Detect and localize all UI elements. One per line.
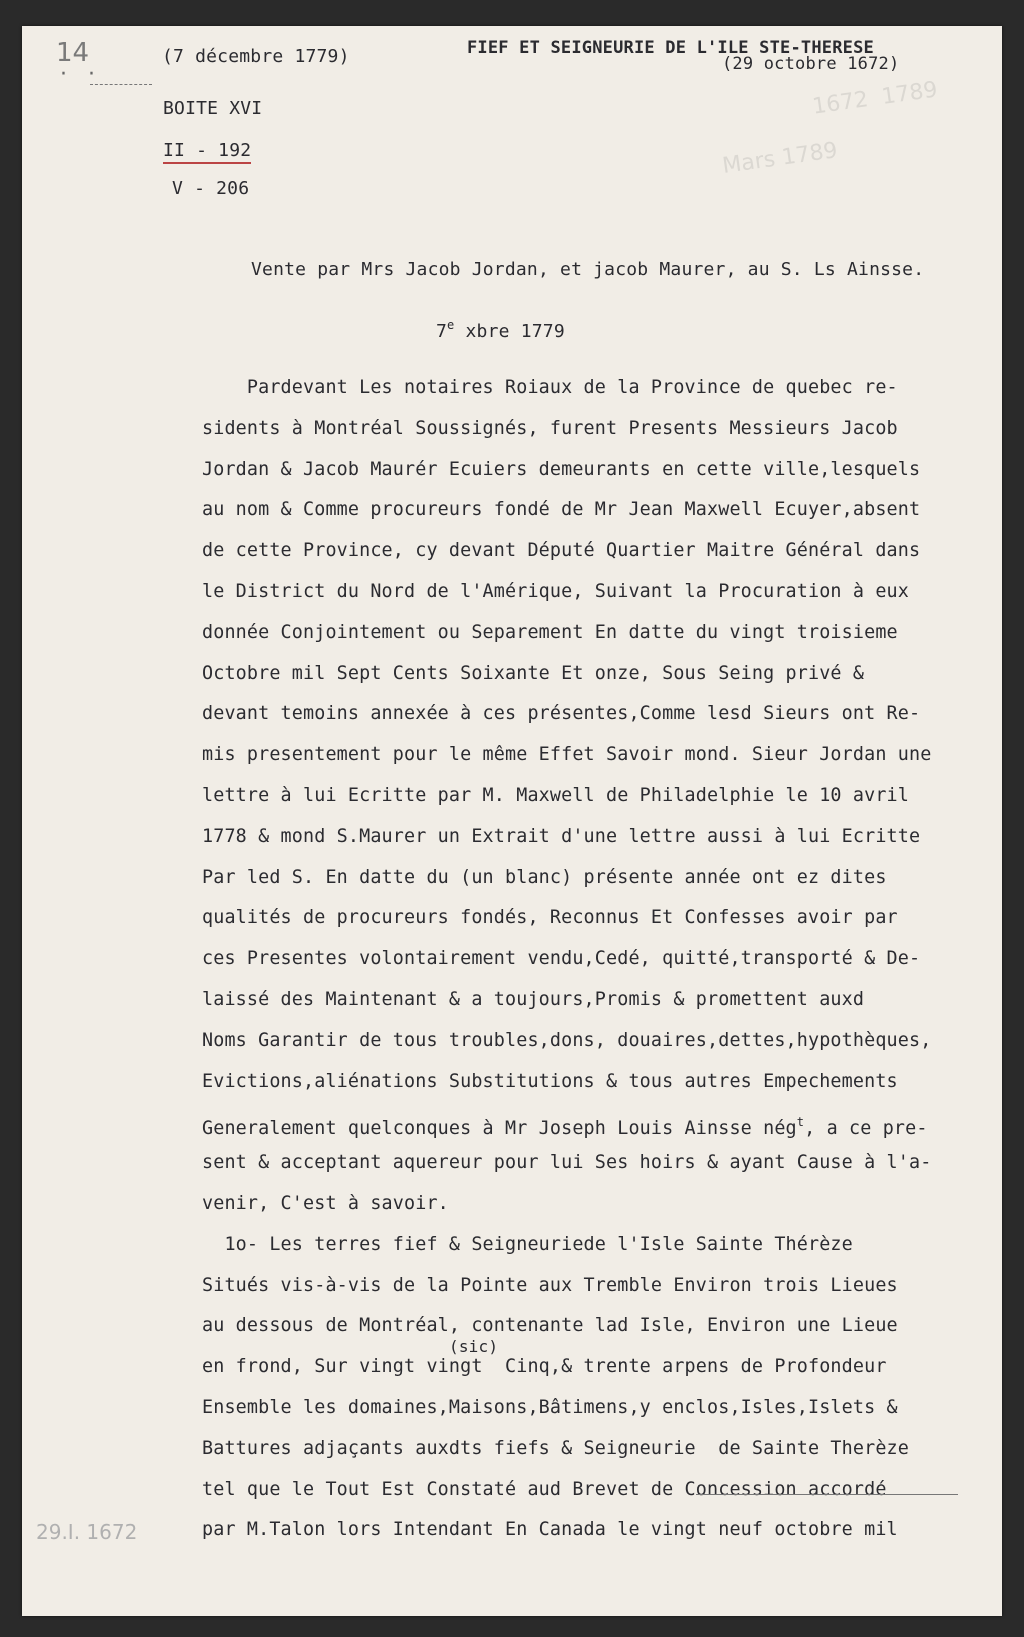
header-date: (7 décembre 1779) [162, 46, 350, 67]
body-line: le District du Nord de l'Amérique, Suivant la Procuration à eux [202, 580, 909, 602]
sale-date [436, 318, 565, 342]
body-line: au nom & Comme procureurs fondé de Mr Jean Maxwell Ecuyer,absent [202, 499, 921, 521]
body-line: donnée Conjointement ou Separement En datte du vingt troisieme [202, 621, 898, 643]
body-line-part: Generalement quelconques à Mr Joseph Louis Ainsse nég [202, 1118, 797, 1140]
header-title-date: (29 octobre 1672) [722, 54, 900, 74]
faint-pencil-notes: 1672 1789 [810, 77, 940, 120]
body-line-part: , a ce pre- [804, 1118, 928, 1140]
body-line: tel que le Tout Est Constaté aud Brevet de Concession accordé [202, 1478, 887, 1500]
body-line: Octobre mil Sept Cents Soixante Et onze, Sous Seing privé & [202, 662, 865, 684]
body-line: Pardevant Les notaires Roiaux de la Province de quebec re- [202, 377, 898, 398]
margin-dots: · · [60, 62, 95, 87]
body-line: Jordan & Jacob Maurér Ecuiers demeurants en cette ville,lesquels [202, 458, 921, 480]
body-line: 1778 & mond S.Maurer un Extrait d'une lettre aussi à lui Ecritte [202, 825, 921, 847]
box-ref: BOITE XVI [163, 98, 263, 119]
body-line: mis presentement pour le même Effet Savoir mond. Sieur Jordan une [202, 744, 932, 766]
body-line: venir, C'est à savoir. [202, 1192, 449, 1214]
body-line: qualités de procureurs fondés, Reconnus Et Confesses avoir par [202, 907, 898, 929]
body-line: lettre à lui Ecritte par M. Maxwell de Philadelphie le 10 avril [202, 784, 909, 806]
body-line: en frond, Sur vingt vingt Cinq,& trente arpens de Profondeur [202, 1356, 887, 1378]
body-line: Noms Garantir de tous troubles,dons, douaires,dettes,hypothèques, [202, 1029, 932, 1051]
body-line: de cette Province, cy devant Député Quartier Maitre Général dans [202, 540, 921, 562]
margin-bottom-note: 29.I. 1672 [36, 1520, 138, 1544]
body-line: 1o- Les terres fief & Seigneuriede l'Isle Sainte Thérèze [202, 1233, 853, 1255]
body-line: par M.Talon lors Intendant En Canada le vingt neuf octobre mil [202, 1519, 898, 1541]
sale-date-rest: xbre 1779 [454, 321, 565, 342]
header-title: FIEF ET SEIGNEURIE DE L'ILE STE-THERESE [467, 38, 874, 58]
body-line: sent & acceptant aquereur pour lui Ses hoirs & ayant Cause à l'a- [202, 1152, 932, 1174]
document-page [22, 26, 1002, 1616]
sale-date-day: 7 [436, 321, 448, 342]
body-line: Evictions,aliénations Substitutions & tous autres Empechements [202, 1070, 898, 1092]
margin-page-number: 14 [56, 38, 90, 68]
deed-body [202, 368, 982, 1551]
body-line: laissé des Maintenant & a toujours,Promis & promettent auxd [202, 988, 865, 1010]
body-line: Ensemble les domaines,Maisons,Bâtimens,y enclos,Isles,Islets & [202, 1396, 898, 1418]
body-line: Battures adjaçants auxdts fiefs & Seigneurie de Sainte Therèze [202, 1437, 909, 1459]
body-line: ces Presentes volontairement vendu,Cedé, quitté,transporté & De- [202, 948, 921, 970]
sale-date-sup: e [447, 318, 455, 332]
body-line: au dessous de Montréal, contenante lad Isle, Environ une Lieue [202, 1315, 898, 1337]
body-line [202, 1102, 982, 1143]
body-line: Situés vis-à-vis de la Pointe aux Tremble Environ trois Lieues [202, 1274, 898, 1296]
ref-ii-192: II - 192 [163, 140, 251, 164]
ref-v-206: V - 206 [172, 178, 250, 199]
body-line: devant temoins annexée à ces présentes,Comme lesd Sieurs ont Re- [202, 703, 921, 725]
faint-pencil-notes-2: Mars 1789 [720, 138, 840, 179]
margin-dash [90, 84, 152, 85]
body-line-sup: t [796, 1115, 805, 1130]
body-line: sidents à Montréal Soussignés, furent Presents Messieurs Jacob [202, 417, 898, 439]
sic-annotation: (sic) [449, 1337, 499, 1356]
pencil-underline [696, 1494, 958, 1495]
sale-heading: Vente par Mrs Jacob Jordan, et jacob Maurer, au S. Ls Ainsse. [251, 259, 925, 280]
body-line: Par led S. En datte du (un blanc) présente année ont ez dites [202, 866, 887, 888]
